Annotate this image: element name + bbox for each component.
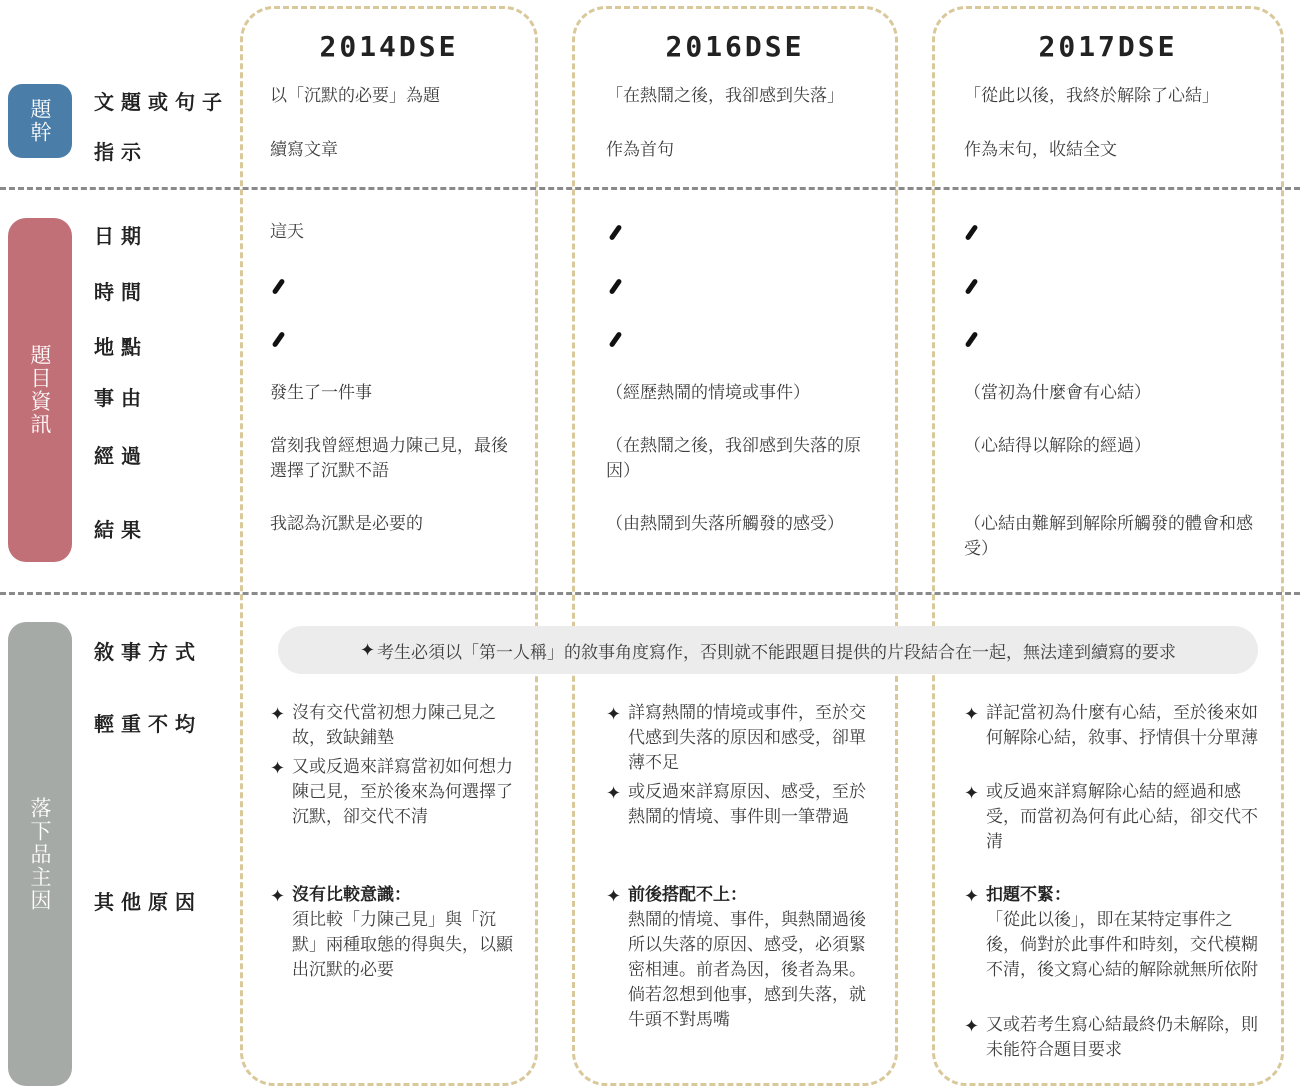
row-label-topic: 文題或句子 bbox=[94, 90, 229, 114]
imbalance-2016-item-1 bbox=[606, 701, 868, 776]
row-label-time: 時間 bbox=[94, 280, 148, 304]
four-point-star-icon: ✦ bbox=[270, 886, 286, 907]
other-2016-item bbox=[606, 883, 868, 1033]
topic-2014: 以「沉默的必要」為題 bbox=[270, 86, 440, 106]
imbalance-2016-text-2: 或反過來詳寫原因、感受，至於熱鬧的情境、事件則一筆帶過 bbox=[628, 782, 866, 827]
row-label-result: 結果 bbox=[94, 518, 148, 542]
other-2017-text-2: 又或若考生寫心結最終仍未解除，則未能符合題目要求 bbox=[986, 1015, 1258, 1060]
row-label-date: 日期 bbox=[94, 224, 148, 248]
instruction-2017: 作為末句，收結全文 bbox=[964, 140, 1117, 160]
four-point-star-icon: ✦ bbox=[359, 639, 376, 661]
other-2014-text: 須比較「力陳己見」與「沉默」兩種取態的得與失，以顯出沉默的必要 bbox=[292, 910, 513, 980]
four-point-star-icon: ✦ bbox=[270, 758, 286, 779]
other-2016-text: 熱鬧的情境、事件，與熱鬧過後所以失落的原因、感受，必須緊密相連。前者為因，後者為果。倘若忽想到他事，感到失落，就牛頭不對馬嘴 bbox=[628, 910, 866, 1030]
other-2016-heading: 前後搭配不上： bbox=[628, 885, 747, 905]
row-label-place: 地點 bbox=[94, 335, 148, 359]
four-point-star-icon: ✦ bbox=[606, 886, 622, 907]
imbalance-2016-item-2 bbox=[606, 780, 868, 830]
four-point-star-icon: ✦ bbox=[964, 704, 980, 725]
section-label-info: 題目資訊 bbox=[8, 218, 72, 562]
year-header-2017: 2017DSE bbox=[1038, 30, 1178, 63]
narration-note bbox=[278, 626, 1258, 674]
instruction-2016: 作為首句 bbox=[606, 140, 674, 160]
four-point-star-icon: ✦ bbox=[964, 783, 980, 804]
result-2016: （由熱鬧到失落所觸發的感受） bbox=[606, 514, 844, 534]
row-label-event: 事由 bbox=[94, 386, 148, 410]
other-2017-item-1 bbox=[964, 883, 1258, 983]
narration-text: 考生必須以「第一人稱」的敘事角度寫作，否則就不能跟題目提供的片段結合在一起，無法達到續寫的要求 bbox=[377, 642, 1177, 663]
process-2014: 當刻我曾經想過力陳己見，最後選擇了沉默不語 bbox=[270, 436, 508, 481]
other-2017-text: 「從此以後」，即在某特定事件之後，倘對於此事件和時刻，交代模糊不清，後文寫心結的解除就無所依附 bbox=[986, 910, 1258, 980]
event-2017: （當初為什麼會有心結） bbox=[964, 383, 1151, 403]
four-point-star-icon: ✦ bbox=[606, 704, 622, 725]
four-point-star-icon: ✦ bbox=[964, 886, 980, 907]
topic-2017: 「從此以後，我終於解除了心結」 bbox=[964, 86, 1219, 106]
section-divider-2 bbox=[0, 592, 1300, 595]
topic-2016: 「在熱鬧之後，我卻感到失落」 bbox=[606, 86, 844, 106]
imbalance-2017-item-2 bbox=[964, 780, 1258, 855]
event-2014: 發生了一件事 bbox=[270, 383, 372, 403]
row-label-process: 經過 bbox=[94, 444, 148, 468]
other-2014-heading: 沒有比較意識： bbox=[292, 885, 411, 905]
row-label-narration: 敘事方式 bbox=[94, 640, 202, 664]
imbalance-2017-item-1 bbox=[964, 701, 1258, 751]
imbalance-2014-text-1: 沒有交代當初想力陳己見之故，致缺鋪墊 bbox=[292, 703, 496, 748]
section-label-fail: 落下品主因 bbox=[8, 622, 72, 1086]
event-2016: （經歷熱鬧的情境或事件） bbox=[606, 383, 810, 403]
year-header-2016: 2016DSE bbox=[665, 30, 805, 63]
four-point-star-icon: ✦ bbox=[270, 704, 286, 725]
result-2017: （心結由難解到解除所觸發的體會和感受） bbox=[964, 514, 1253, 559]
year-header-2014: 2014DSE bbox=[319, 30, 459, 63]
imbalance-2017-text-1: 詳記當初為什麼有心結，至於後來如何解除心結，敘事、抒情俱十分單薄 bbox=[986, 703, 1258, 748]
section-divider-1 bbox=[0, 187, 1300, 190]
imbalance-2014-item-2 bbox=[270, 755, 516, 830]
section-label-stem: 題幹 bbox=[8, 84, 72, 158]
instruction-2014: 續寫文章 bbox=[270, 140, 338, 160]
other-2014-item bbox=[270, 883, 516, 983]
imbalance-2016-text-1: 詳寫熱鬧的情境或事件，至於交代感到失落的原因和感受，卻單薄不足 bbox=[628, 703, 866, 773]
four-point-star-icon: ✦ bbox=[606, 783, 622, 804]
row-label-imbalance: 輕重不均 bbox=[94, 712, 202, 736]
imbalance-2014-item-1 bbox=[270, 701, 516, 751]
process-2016: （在熱鬧之後，我卻感到失落的原因） bbox=[606, 436, 861, 481]
process-2017: （心結得以解除的經過） bbox=[964, 436, 1151, 456]
imbalance-2014-text-2: 又或反過來詳寫當初如何想力陳己見，至於後來為何選擇了沉默，卻交代不清 bbox=[292, 757, 513, 827]
row-label-other: 其他原因 bbox=[94, 890, 202, 914]
row-label-instruction: 指示 bbox=[94, 140, 148, 164]
imbalance-2017-text-2: 或反過來詳寫解除心結的經過和感受，而當初為何有此心結，卻交代不清 bbox=[986, 782, 1258, 852]
date-2014: 這天 bbox=[270, 222, 304, 242]
other-2017-heading: 扣題不緊： bbox=[986, 885, 1071, 905]
result-2014: 我認為沉默是必要的 bbox=[270, 514, 423, 534]
other-2017-item-2 bbox=[964, 1013, 1258, 1063]
four-point-star-icon: ✦ bbox=[964, 1016, 980, 1037]
